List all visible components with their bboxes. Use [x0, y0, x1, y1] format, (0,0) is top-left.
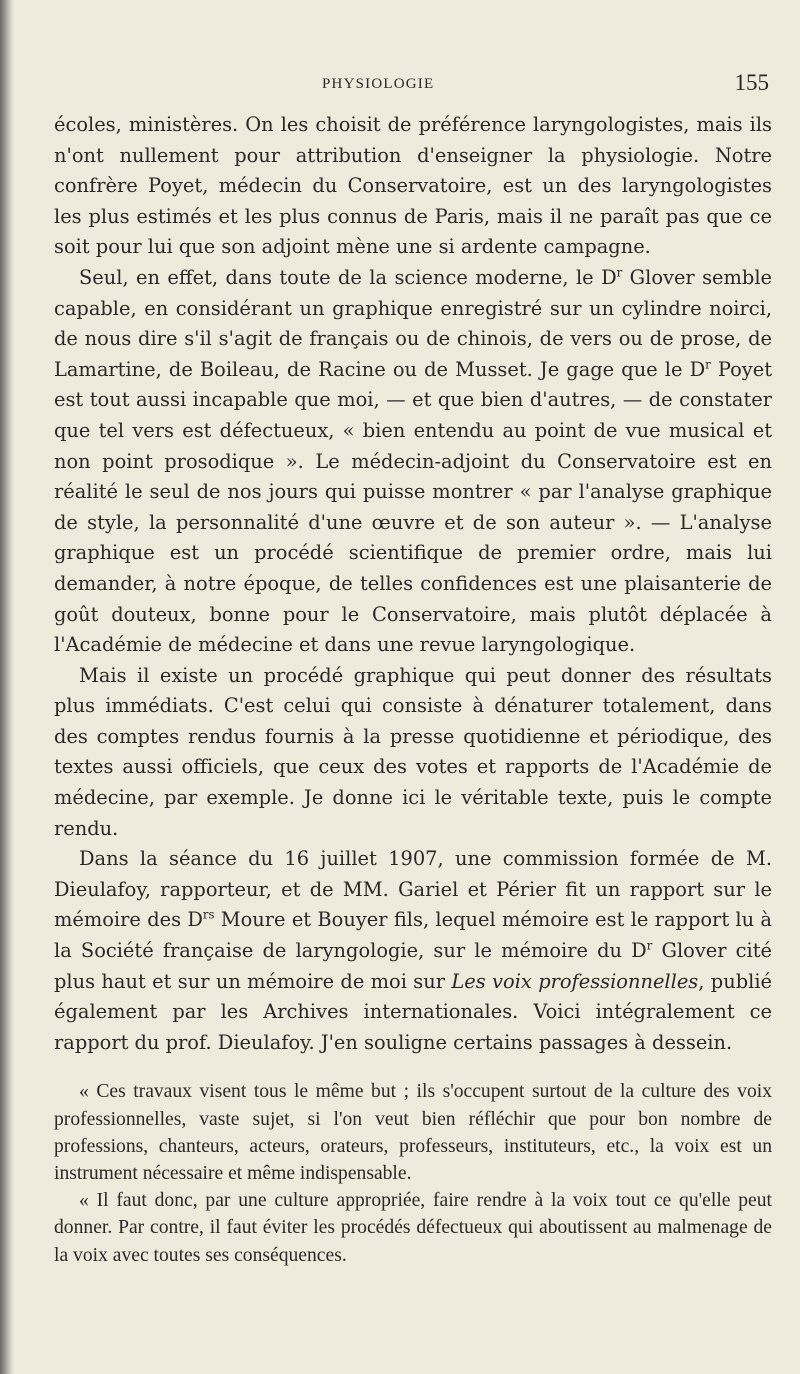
page-header — [54, 70, 772, 110]
paragraph-2-superscript-1: r — [616, 265, 623, 280]
book-page — [54, 70, 772, 1269]
paragraph-4 — [54, 844, 772, 1058]
page-number: 155 — [734, 70, 769, 95]
paragraph-4-italic-title: Les voix professionnelles — [451, 969, 699, 993]
running-title: PHYSIOLOGIE — [322, 76, 435, 92]
paragraph-2-text-a: Seul, en effet, dans toute de la science moderne, le D — [79, 265, 617, 289]
paragraph-2-text-b: Glover semble capable, en considérant un graphique enregistré sur un cylindre noirci, de nous dire s'il s'agit de français ou de chinois, de vers ou de prose, de Lamartine, de Boileau, de Racine ou de Musset. Je gage que le D — [54, 265, 773, 381]
quote-paragraph-2: « Il faut donc, par une culture appropriée, faire rendre à la voix tout ce qu'elle peut donner. Par contre, il faut éviter les procédés défectueux qui aboutissent au malmenage de la voix avec toutes ses conséquences. — [54, 1190, 772, 1266]
paragraph-4-text-a: Dans la séance du 16 juillet 1907, une commission formée de M. Dieulafoy, rapporteur, et de MM. Gariel et Périer fit un rapport sur le mémoire des D — [54, 847, 772, 932]
paragraph-1: écoles, ministères. On les choisit de préférence laryngologistes, mais ils n'ont nullement pour attribution d'enseigner la physiologie. Notre confrère Poyet, médecin du Conservatoire, est un des laryngologistes les plus estimés et les plus connus de Paris, mais il ne paraît pas que ce soit pour lui que son adjoint mène une si ardente campagne. — [54, 113, 772, 259]
paragraph-4-text-d: , publié également par les Archives internationales. Voici intégralement ce rapport du prof. Dieulafoy. J'en souligne certains passages à dessein. — [54, 969, 772, 1054]
paragraph-4-text-c: Glover cité plus haut et sur un mémoire de moi sur — [54, 939, 772, 993]
paragraph-4-text-b: Moure et Bouyer fils, lequel mémoire est le rapport lu à la Société française de laryngologie, sur le mémoire du D — [54, 908, 772, 963]
quote-paragraph-1: « Ces travaux visent tous le même but ; ils s'occupent surtout de la culture des voix professionnelles, vaste sujet, si l'on veut bien réfléchir que pour bon nombre de professions, chanteurs, acteurs, orateurs, professeurs, instituteurs, etc., la voix est un instrument nécessaire et même indispensable. — [54, 1081, 772, 1185]
paragraph-4-superscript-2: r — [646, 938, 653, 953]
paragraph-3: Mais il existe un procédé graphique qui peut donner des résultats plus immédiats. C'est celui qui consiste à dénaturer totalement, dans des comptes rendus fournis à la presse quotidienne et périodique, des textes aussi officiels, que ceux des votes et rapports de l'Académie de médecine, par exemple. Je donne ici le véritable texte, puis le compte rendu. — [54, 663, 772, 840]
paragraph-4-superscript-1: rs — [202, 907, 215, 922]
paragraph-2-text-c: Poyet est tout aussi incapable que moi, — et que bien d'autres, — de constater que tel vers est défectueux, « bien entendu au point de vue musical et non point prosodique ». Le médecin-adjoint du Conservatoire est en réalité le seul de nos jours qui puisse montrer « par l'analyse graphique de style, la personnalité d'une œuvre et de son auteur ». — L'analyse graphique est un procédé scientifique de premier ordre, mais lui demander, à notre époque, de telles confidences est une plaisanterie de goût douteux, bonne pour le Conservatoire, mais plutôt déplacée à l'Académie de médecine et dans une revue laryngologique. — [54, 357, 772, 657]
paragraph-2-superscript-2: r — [705, 357, 711, 372]
paragraph-2 — [54, 263, 772, 661]
page-binding-edge — [0, 0, 14, 1374]
